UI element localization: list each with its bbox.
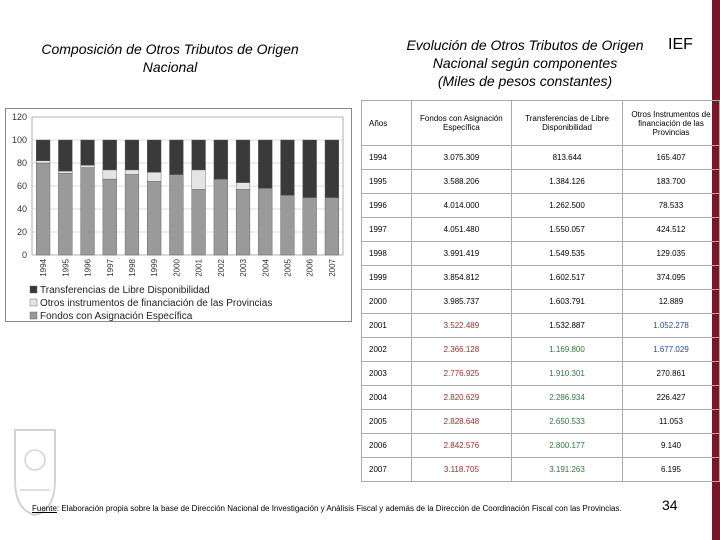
x-tick-label: 2006: [305, 259, 315, 277]
legend-swatch: [30, 299, 37, 306]
x-tick-label: 2003: [239, 259, 249, 277]
table-cell: 3.118.705: [411, 458, 511, 482]
table-cell: 1.603.791: [512, 290, 623, 314]
right-title: [360, 36, 690, 90]
table-row: [362, 314, 720, 338]
bar-segment: [36, 140, 50, 161]
table-row: [362, 170, 720, 194]
table-cell: 2000: [362, 290, 412, 314]
table-cell: 3.588.206: [411, 170, 511, 194]
table-cell: 2003: [362, 362, 412, 386]
table-row: [362, 338, 720, 362]
bar-segment: [125, 140, 139, 170]
table-header-cell: Años: [362, 101, 412, 146]
table-cell: 3.522.489: [411, 314, 511, 338]
left-title-line1: Composición de Otros Tributos de Origen: [41, 41, 299, 57]
stacked-bar-chart: [6, 109, 351, 321]
bar-segment: [147, 140, 161, 172]
table-cell: 11.053: [622, 410, 719, 434]
table-cell: 1.262.500: [512, 194, 623, 218]
bar-segment: [81, 140, 95, 165]
bar-segment: [236, 140, 250, 183]
source-text: : Elaboración propia sobre la base de Dirección Nacional de Investigación y Análisis Fiscal y además de la Dirección de Coordinación Fiscal con las Provincias.: [56, 504, 622, 513]
table-header-row: [362, 101, 720, 146]
bar-segment: [58, 173, 72, 255]
left-title: [10, 40, 330, 76]
table-cell: 4.051.480: [411, 218, 511, 242]
data-table: [361, 100, 720, 482]
table-row: [362, 146, 720, 170]
x-tick-label: 2007: [327, 259, 337, 277]
x-tick-label: 1996: [83, 259, 93, 277]
x-tick-label: 1994: [39, 259, 49, 277]
table-row: [362, 218, 720, 242]
table-row: [362, 290, 720, 314]
table-cell: 2.366.128: [411, 338, 511, 362]
table-cell: 1.677.029: [622, 338, 719, 362]
x-tick-label: 1995: [61, 259, 71, 277]
table-cell: 2.286.934: [512, 386, 623, 410]
table-cell: 12.889: [622, 290, 719, 314]
right-title-line3: (Miles de pesos constantes): [437, 73, 613, 89]
table-cell: 2001: [362, 314, 412, 338]
bar-segment: [325, 198, 339, 256]
table-cell: 2007: [362, 458, 412, 482]
bar-segment: [125, 170, 139, 175]
table-row: [362, 386, 720, 410]
bar-segment: [214, 179, 228, 255]
table-cell: 1.532.887: [512, 314, 623, 338]
bar-segment: [36, 161, 50, 163]
table-row: [362, 194, 720, 218]
table-cell: 1.169.800: [512, 338, 623, 362]
bar-segment: [281, 195, 295, 255]
table-header-cell: Fondos con Asignación Específica: [411, 101, 511, 146]
table-cell: 3.191.263: [512, 458, 623, 482]
table-cell: 183.700: [622, 170, 719, 194]
table-cell: 374.095: [622, 266, 719, 290]
table-cell: 2004: [362, 386, 412, 410]
table-cell: 129.035: [622, 242, 719, 266]
bar-segment: [303, 140, 317, 198]
legend-swatch: [30, 312, 37, 319]
legend-label: Otros instrumentos de financiación de las Provincias: [40, 298, 273, 309]
table-cell: 1997: [362, 218, 412, 242]
table-cell: 3.075.309: [411, 146, 511, 170]
table-cell: 2006: [362, 434, 412, 458]
table-cell: 1.549.535: [512, 242, 623, 266]
table-cell: 2005: [362, 410, 412, 434]
y-tick-label: 60: [16, 181, 27, 191]
page-number: 34: [662, 497, 678, 513]
y-tick-label: 0: [21, 250, 27, 260]
x-tick-label: 2002: [216, 259, 226, 277]
table-cell: 3.854.812: [411, 266, 511, 290]
bar-segment: [214, 140, 228, 179]
y-tick-label: 40: [16, 204, 27, 214]
bar-segment: [303, 198, 317, 256]
legend-swatch: [30, 286, 37, 293]
table-cell: 3.985.737: [411, 290, 511, 314]
y-tick-label: 120: [11, 112, 27, 122]
right-title-line2: Nacional según componentes: [432, 55, 618, 71]
table-cell: 78.533: [622, 194, 719, 218]
bar-segment: [236, 189, 250, 255]
bar-segment: [192, 170, 206, 190]
table-cell: 226.427: [622, 386, 719, 410]
table-row: [362, 434, 720, 458]
table-cell: 2.650.533: [512, 410, 623, 434]
legend-label: Transferencias de Libre Disponibilidad: [40, 285, 210, 296]
x-tick-label: 2001: [194, 259, 204, 277]
bar-segment: [103, 170, 117, 179]
table-cell: 6.195: [622, 458, 719, 482]
table-row: [362, 266, 720, 290]
table-row: [362, 410, 720, 434]
x-tick-label: 1999: [150, 259, 160, 277]
y-tick-label: 100: [11, 135, 27, 145]
bar-segment: [170, 140, 184, 175]
bar-segment: [58, 140, 72, 171]
table-cell: 2.800.177: [512, 434, 623, 458]
legend-label: Fondos con Asignación Específica: [40, 311, 193, 321]
table-cell: 165.407: [622, 146, 719, 170]
x-tick-label: 1997: [105, 259, 115, 277]
table-cell: 2.828.648: [411, 410, 511, 434]
bar-segment: [147, 181, 161, 255]
table-cell: 2.776.925: [411, 362, 511, 386]
table-row: [362, 362, 720, 386]
table-cell: 1996: [362, 194, 412, 218]
bar-segment: [36, 163, 50, 255]
table-cell: 1994: [362, 146, 412, 170]
table-cell: 1.550.057: [512, 218, 623, 242]
source-label: Fuente: [32, 504, 57, 513]
x-tick-label: 2005: [283, 259, 293, 277]
brand-logo: IEF: [668, 36, 693, 53]
source-note: [32, 504, 692, 513]
bar-segment: [147, 172, 161, 181]
left-title-line2: Nacional: [142, 59, 198, 75]
table-cell: 1.602.517: [512, 266, 623, 290]
bar-segment: [192, 140, 206, 170]
x-tick-label: 2004: [261, 259, 271, 277]
table-cell: 424.512: [622, 218, 719, 242]
bar-segment: [81, 165, 95, 167]
table-row: [362, 242, 720, 266]
table-cell: 1995: [362, 170, 412, 194]
x-tick-label: 2000: [172, 259, 182, 277]
bar-segment: [258, 140, 272, 188]
bar-segment: [281, 140, 295, 195]
x-tick-label: 1998: [127, 259, 137, 277]
stacked-bar-chart-frame: [5, 108, 352, 322]
right-title-line1: Evolución de Otros Tributos de Origen: [406, 37, 644, 53]
table-cell: 270.861: [622, 362, 719, 386]
table-cell: 1.052.278: [622, 314, 719, 338]
bar-segment: [170, 175, 184, 256]
table-cell: 2.842.576: [411, 434, 511, 458]
bar-segment: [103, 140, 117, 170]
bar-segment: [258, 188, 272, 255]
bar-segment: [325, 140, 339, 198]
y-tick-label: 20: [16, 227, 27, 237]
table-header-cell: Transferencias de Libre Disponibilidad: [512, 101, 623, 146]
table-cell: 1998: [362, 242, 412, 266]
table-cell: 2.820.629: [411, 386, 511, 410]
table-cell: 1.910.301: [512, 362, 623, 386]
bar-segment: [58, 171, 72, 173]
bar-segment: [81, 168, 95, 255]
table-cell: 1.384.126: [512, 170, 623, 194]
bar-segment: [236, 183, 250, 190]
table-cell: 1999: [362, 266, 412, 290]
table-cell: 4.014.000: [411, 194, 511, 218]
bar-segment: [125, 175, 139, 256]
bar-segment: [192, 189, 206, 255]
table-row: [362, 458, 720, 482]
table-cell: 9.140: [622, 434, 719, 458]
bar-segment: [103, 179, 117, 255]
y-tick-label: 80: [16, 158, 27, 168]
table-cell: 2002: [362, 338, 412, 362]
table-cell: 813.644: [512, 146, 623, 170]
table-header-cell: Otros Instrumentos de financiación de las Provincias: [622, 101, 719, 146]
table-cell: 3.991.419: [411, 242, 511, 266]
